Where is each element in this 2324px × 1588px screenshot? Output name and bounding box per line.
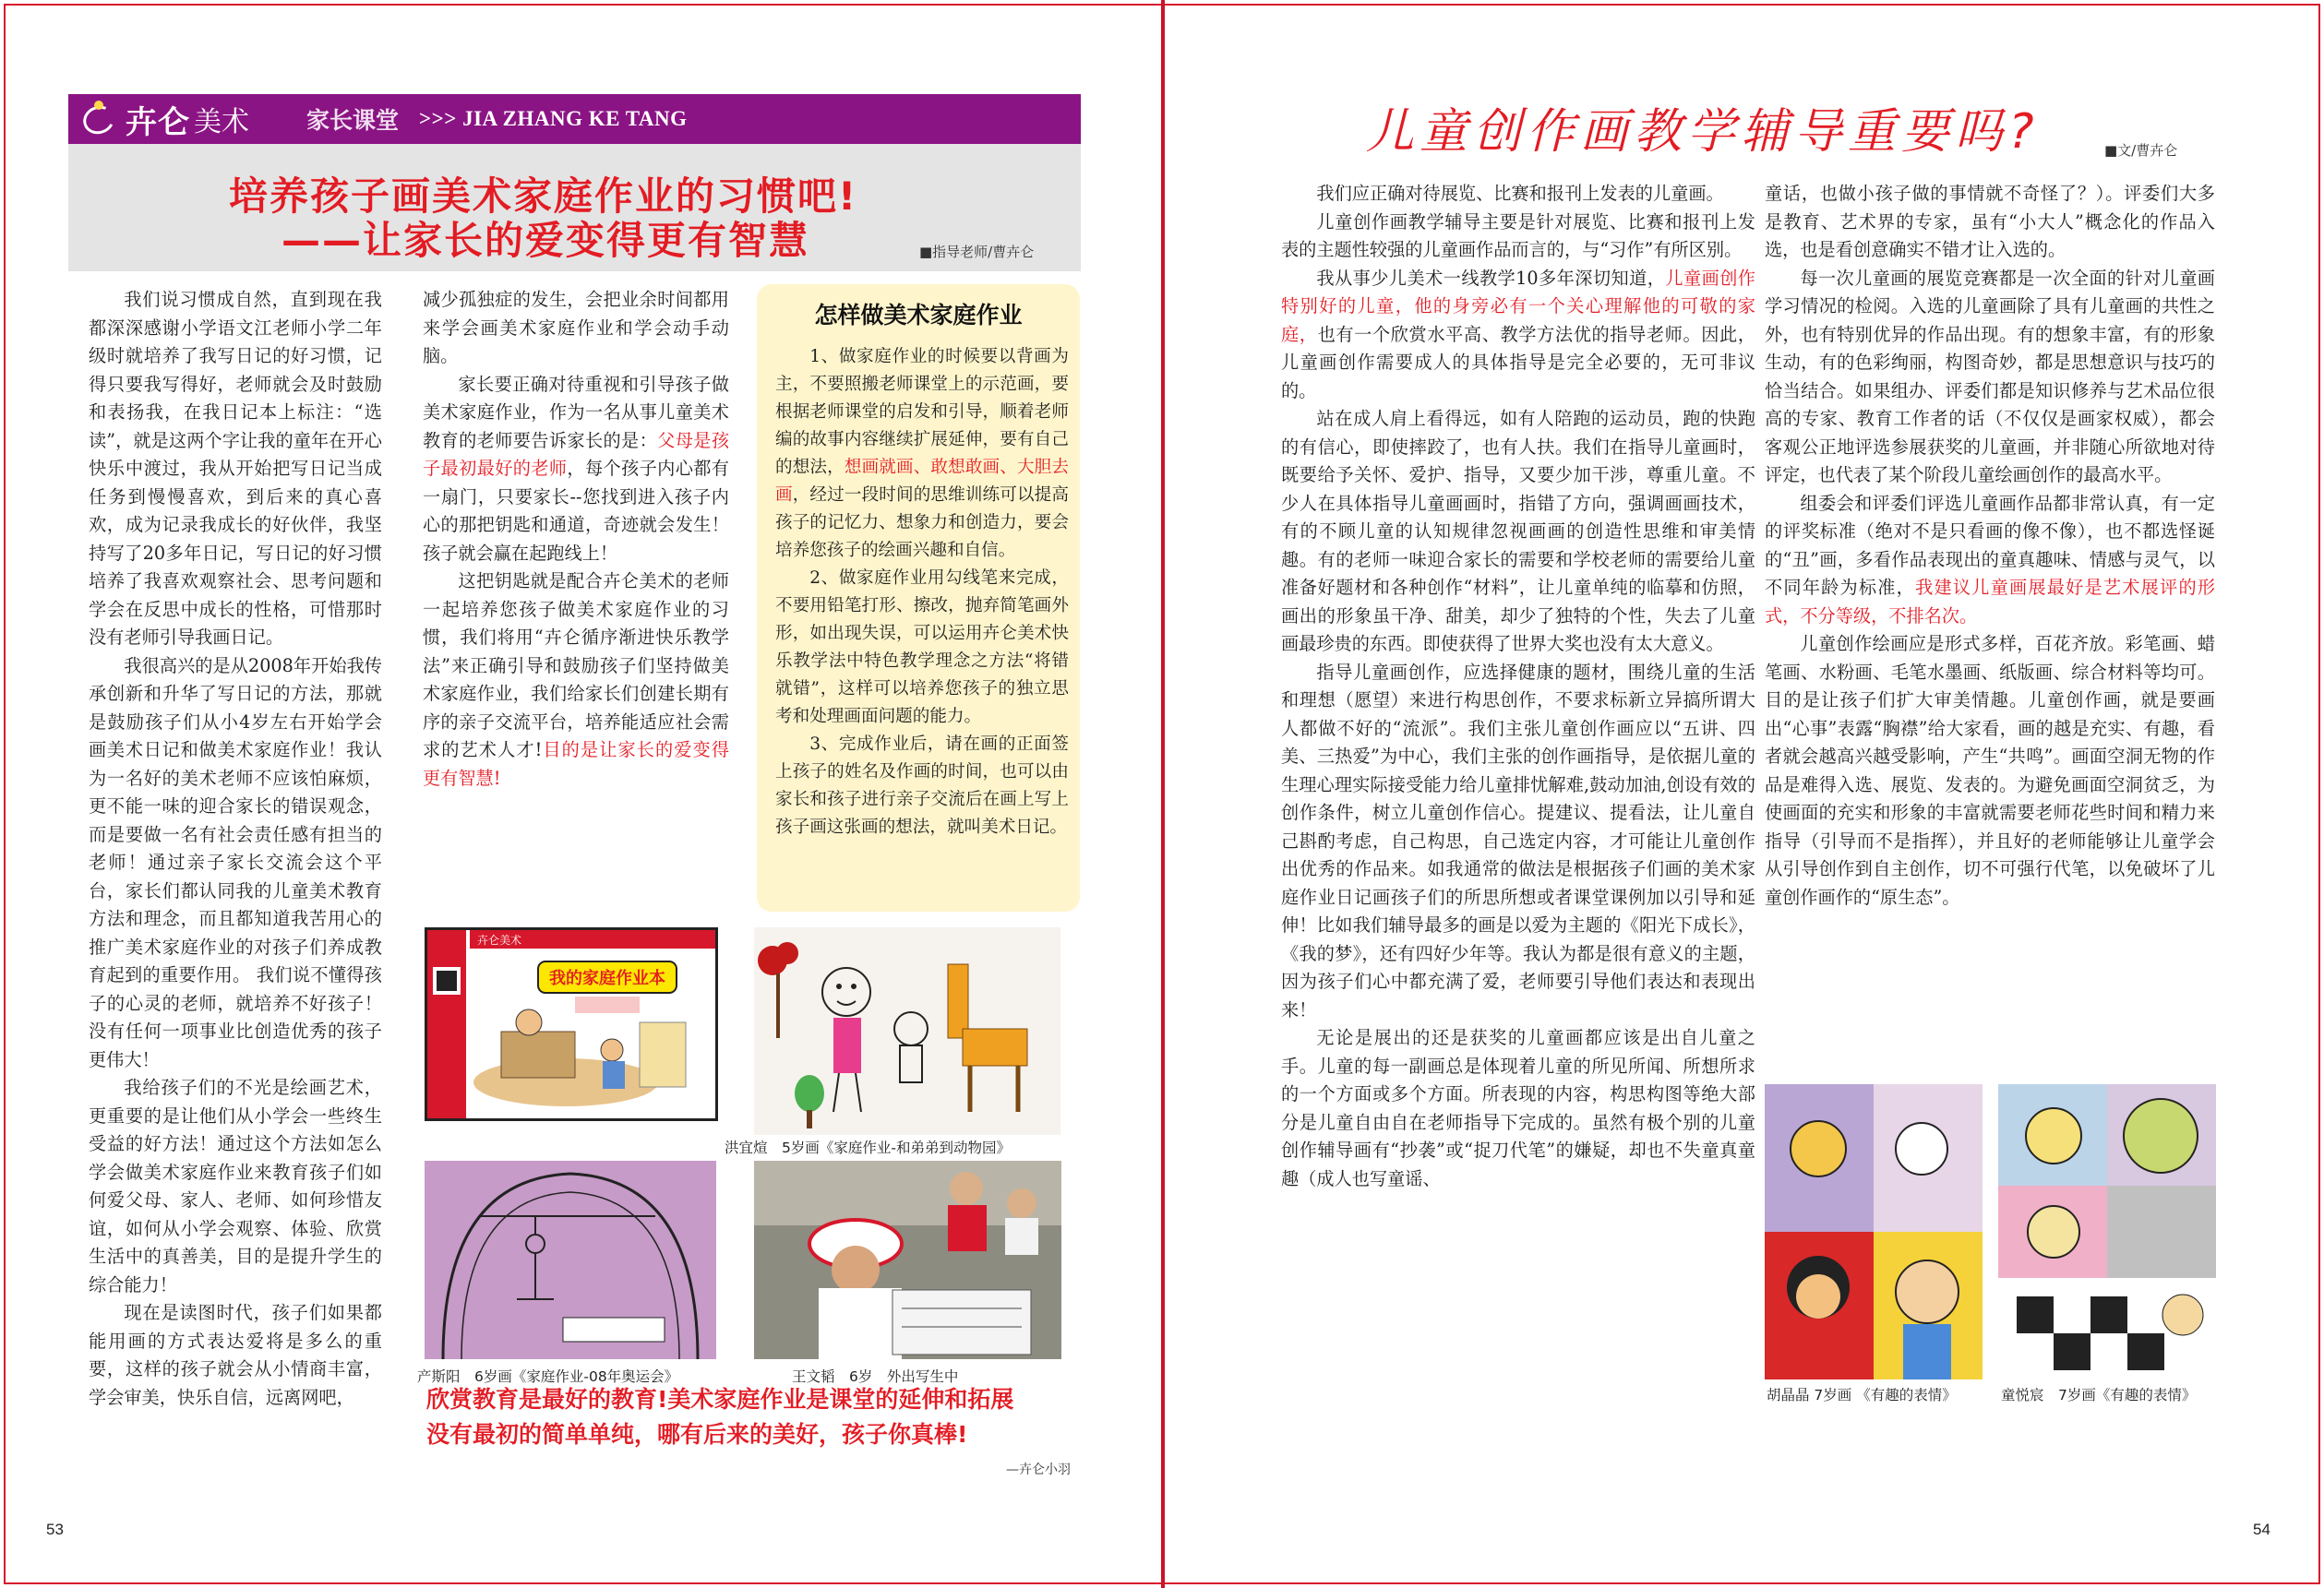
article-credit: ■指导老师/曹卉仑 xyxy=(919,244,1035,260)
photo-caption: 洪宜煊 5岁画《家庭作业-和弟弟到动物园》 xyxy=(725,1140,1011,1156)
paragraph: 童话，也做小孩子做的事情就不奇怪了？）。评委们大多是教育、艺术界的专家，虽有“小大人”概念化的作品入选，也是看创意确实不错才让入选的。 xyxy=(1765,183,2215,260)
photo-caption: 胡晶晶 7岁画 《有趣的表情》 xyxy=(1767,1387,1957,1403)
closing-quote xyxy=(426,1382,1091,1452)
brand-name: 卉仑 xyxy=(126,103,190,141)
book-title: 我的家庭作业本 xyxy=(549,969,665,988)
section-subtitle: >>> JIA ZHANG KE TANG xyxy=(419,107,688,130)
child-drawing-olympics xyxy=(425,1161,716,1359)
quote-line: 没有最初的简单单纯，哪有后来的美好，孩子你真棒! xyxy=(426,1421,968,1448)
paragraph: 我们说习惯成自然，直到现在我都深深感谢小学语文江老师小学二年级时就培养了我写日记的好习惯，记得只要我写得好，老师就会及时鼓励和表扬我，在我日记本上标注：“选读”，就是这两个字让我的童年在开心快乐中渡过，我从开始把写日记当成任务到慢慢喜欢，到后来的真心喜欢，成为记录我成长的好伙伴，我坚持写了20多年日记，写日记的好习惯培养了我喜欢观察社会、思考问题和学会在反思中成长的性格，可惜那时没有老师引导我画日记。 xyxy=(89,289,382,648)
homework-book-photo xyxy=(425,927,718,1121)
article-title: 培养孩子画美术家庭作业的习惯吧! xyxy=(229,173,858,219)
brand-name-suffix: 美术 xyxy=(194,106,249,138)
highlight-text: 想画就画、敢想敢画、大胆去画 xyxy=(775,458,1069,505)
left-column-2 xyxy=(423,286,729,793)
paragraph: 我很高兴的是从2008年开始我传承创新和升华了写日记的方法，那就是鼓励孩子们从小4岁左右开始学会画美术日记和做美术家庭作业！我认为一名好的美术老师不应该怕麻烦，更不能一味的迎合家长的错误观念，而是要做一名有社会责任感有担当的老师！通过亲子家长交流会这个平台，家长们都认同我的儿童美术教育方法和理念，而且都知道我苦用心的推广美术家庭作业的对孩子们养成教育起到的重要作用。 我们说不懂得孩子的心灵的老师，就培养不好孩子！没有任何一项事业比创造优秀的孩子更伟大！ xyxy=(89,654,382,1070)
page-number-right: 54 xyxy=(2253,1521,2270,1538)
right-article-credit: ■文/曹卉仑 xyxy=(2104,142,2178,159)
photo-caption: 产斯阳 6岁画《家庭作业-08年奥运会》 xyxy=(417,1368,679,1385)
paragraph: 每一次儿童画的展览竞赛都是一次全面的针对儿童画学习情况的检阅。入选的儿童画除了具有儿童画的共性之外，也有特别优异的作品出现。有的想象丰富，有的形象生动，有的色彩绚丽，构图奇妙，都是思想意识与技巧的恰当结合。如果组办、评委们都是知识修养与艺术品位很高的专家、教育工作者的话（不仅仅是画家权威），都会客观公正地评选参展获奖的儿童画，并非随心所欲地对待评定，也代表了某个阶段儿童绘画创作的最高水平。 xyxy=(1765,267,2215,485)
highlight-text: 儿童画创作特别好的儿童，他的身旁必有一个关心理解他的可敬的家庭， xyxy=(1281,267,1755,345)
right-article-title: 儿童创作画教学辅导重要吗? xyxy=(1366,104,2040,160)
child-drawing-zoo xyxy=(754,927,1060,1135)
tip-item: 2、做家庭作业用勾线笔来完成，不要用铅笔打形、擦改，抛弃简笔画外形，如出现失误，可以运用卉仑美术快乐教学法中特色教学理念之方法“将错就错”，这样可以培养您孩子的独立思考和处理画面问题的能力。 xyxy=(775,568,1069,726)
paragraph: 儿童创作画教学辅导主要是针对展览、比赛和报刊上发表的主题性较强的儿童画作品而言的，与“习作”有所区别。 xyxy=(1281,210,1755,260)
paragraph: 组委会和评委们评选儿童画作品都非常认真，有一定的评奖标准（绝对不是只看画的像不像），也不都选怪诞的“丑”画，多看作品表现出的童真趣味、情感与灵气，以不同年龄为标准，我建议儿童画展最好是艺术展评的形式，不分等级，不排名次。 xyxy=(1765,492,2216,627)
paragraph: 这把钥匙就是配合卉仑美术的老师一起培养您孩子做美术家庭作业的习惯，我们将用“卉仑循序渐进快乐教学法”来正确引导和鼓励孩子们坚持做美术家庭作业，我们给家长们创建长期有序的亲子交流平台，培养能适应社会需求的艺术人才!目的是让家长的爱变得更有智慧! xyxy=(423,570,730,789)
tip-item: 1、做家庭作业的时候要以背画为主，不要照搬老师课堂上的示范画，要根据老师课堂的启发和引导，顺着老师编的故事内容继续扩展延伸，要有自己的想法，想画就画、敢想敢画、大胆去画，经过一段时间的思维训练可以提高孩子的记忆力、想象力和创造力，要会培养您孩子的绘画兴趣和自信。 xyxy=(775,347,1069,560)
highlight-text: 我建议儿童画展最好是艺术展评的形式，不分等级，不排名次。 xyxy=(1765,577,2216,627)
paragraph: 指导儿童画创作，应选择健康的题材，围绕儿童的生活和理想（愿望）来进行构思创作，不要求标新立异搞所谓大人都做不好的“流派”。我们主张儿童创作画应以“五讲、四美、三热爱”为中心，我们主张的创作画指导，是依据儿童的生理心理实际接受能力给儿童排忧解难,鼓动加油,创设有效的创作条件，树立儿童创作信心。提建议、提看法，让儿童自己斟酌考虑，自己构思，自己选定内容，才可能让儿童创作出优秀的作品来。如我通常的做法是根据孩子们画的美术家庭作业日记画孩子们的所思所想或者课堂课例加以引导和延伸！比如我们辅导最多的画是以爱为主题的《阳光下成长》，《我的梦》，还有四好少年等。我认为都是很有意义的主题，因为孩子们心中都充满了爱，老师要引导他们表达和表现出来！ xyxy=(1281,661,1755,1021)
paragraph: 无论是展出的还是获奖的儿童画都应该是出自儿童之手。儿童的每一副画总是体现着儿童的所见所闻、所想所求的一个方面或多个方面。所表现的内容，构思构图等绝大部分是儿童自由自在老师指导下完成的。虽然有极个别的儿童创作辅导画有“抄袭”或“捉刀代笔”的嫌疑，却也不失童真童趣（成人也写童谣、 xyxy=(1281,1027,1755,1189)
homework-tip-title: 怎样做美术家庭作业 xyxy=(814,302,1023,328)
paragraph: 我们应正确对待展览、比赛和报刊上发表的儿童画。 xyxy=(1316,183,1724,204)
page-number-left: 53 xyxy=(46,1521,64,1538)
book-brand: 卉仑美术 xyxy=(477,934,522,947)
page-gutter xyxy=(1161,0,1165,1588)
paragraph: 现在是读图时代，孩子们如果都能用画的方式表达爱将是多么的重要，这样的孩子就会从小情商丰富，学会审美，快乐自信，远离网吧， xyxy=(89,1302,382,1408)
tip-item: 3、完成作业后，请在画的正面签上孩子的姓名及作画的时间，也可以由家长和孩子进行亲子交流后在画上写上孩子画这张画的想法，就叫美术日记。 xyxy=(775,734,1069,837)
quote-line: 欣赏教育是最好的教育!美术家庭作业是课堂的延伸和拓展 xyxy=(426,1386,1014,1413)
left-column-1 xyxy=(89,286,382,1412)
photo-caption: 王文韬 6岁 外出写生中 xyxy=(792,1368,959,1385)
paragraph: 我从事少儿美术一线教学10多年深切知道，儿童画创作特别好的儿童，他的身旁必有一个关心理解他的可敬的家庭，也有一个欣赏水平高、教学方法优的指导老师。因此，儿童画创作需要成人的具体指导是完全必要的，无可非议的。 xyxy=(1281,267,1756,401)
highlight-text: 目的是让家长的爱变得更有智慧! xyxy=(423,739,730,789)
right-column-1 xyxy=(1281,180,1755,1193)
quote-credit: —卉仑小羽 xyxy=(1006,1463,1071,1477)
paragraph: 我给孩子们的不光是绘画艺术，更重要的是让他们从小学会一些终生受益的好方法！通过这个方法如怎么学会做美术家庭作业来教育孩子们如何爱父母、家人、老师、如何珍惜友谊，如何从小学会观察、体验、欣赏生活中的真善美，目的是提升学生的综合能力！ xyxy=(89,1077,382,1295)
section-header xyxy=(68,94,1081,144)
outdoor-sketching-photo xyxy=(754,1161,1061,1359)
paragraph: 站在成人肩上看得远，如有人陪跑的运动员，跑的快跑的有信心，即使摔跤了，也有人扶。我们在指导儿童画时，既要给予关怀、爱护、指导，又要少加干涉，尊重儿童。不少人在具体指导儿童画画时，指错了方向，强调画画技术，有的不顾儿童的认知规律忽视画画的创造性思维和审美情趣。有的老师一味迎合家长的需要和学校老师的需要给儿童准备好题材和各种创作“材料”，让儿童单纯的临摹和仿照，画出的形象虽干净、甜美，却少了独特的个性，失去了儿童画最珍贵的东西。即使获得了世界大奖也没有太大意义。 xyxy=(1281,408,1755,654)
brand-logo xyxy=(79,97,249,142)
photo-caption: 童悦宸 7岁画《有趣的表情》 xyxy=(2001,1387,2197,1403)
paragraph: 家长要正确对待重视和引导孩子做美术家庭作业，作为一名从事儿童美术教育的老师要告诉家长的是：父母是孩子最初最好的老师，每个孩子内心都有一扇门，只要家长--您找到进入孩子内心的那把钥匙和通道，奇迹就会发生！孩子就会赢在起跑线上！ xyxy=(423,373,730,564)
brand-logo-icon xyxy=(79,101,120,137)
child-drawing-expressions-2 xyxy=(1998,1084,2216,1379)
paragraph: 儿童创作绘画应是形式多样，百花齐放。彩笔画、蜡笔画、水粉画、毛笔水墨画、纸版画、综合材料等均可。目的是让孩子们扩大审美情趣。儿童创作画，就是要画出“心事”表露“胸襟”给大家看，画的越是充实、有趣，看者就会越高兴越受影响，产生“共鸣”。画面空洞无物的作品是难得入选、展览、发表的。为避免画面空洞贫乏，为使画面的充实和形象的丰富就需要老师花些时间和精力来指导（引导而不是指挥），并且好的老师能够让儿童学会从引导创作到自主创作，切不可强行代笔，以免破坏了儿童创作画作的“原生态”。 xyxy=(1765,633,2215,908)
section-label: 家长课堂 xyxy=(306,107,400,134)
paragraph: 减少孤独症的发生，会把业余时间都用来学会画美术家庭作业和学会动手动脑。 xyxy=(423,289,729,366)
child-drawing-expressions-1 xyxy=(1765,1084,1983,1379)
article-subtitle: ——让家长的爱变得更有智慧 xyxy=(282,218,810,263)
right-column-2 xyxy=(1765,180,2215,912)
highlight-text: 父母是孩子最初最好的老师 xyxy=(423,429,730,479)
homework-tip-body xyxy=(775,343,1069,842)
